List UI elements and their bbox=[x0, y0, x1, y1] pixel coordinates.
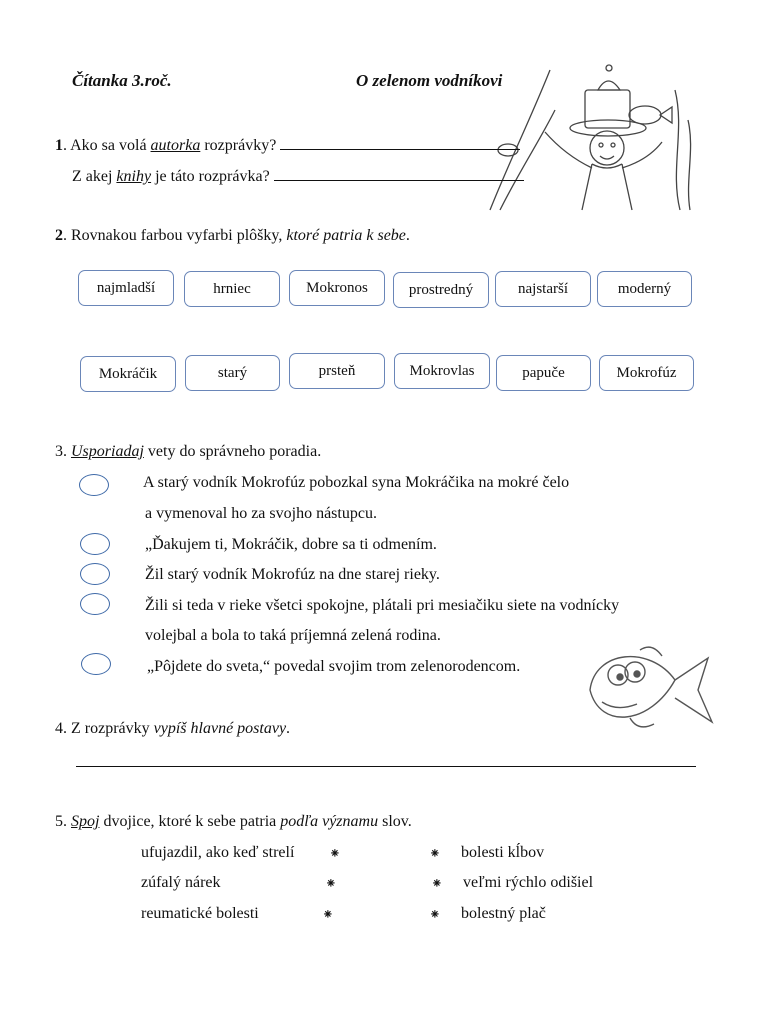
pair-right-item: bolesti kĺbov bbox=[461, 844, 545, 861]
sentence-line: volejbal a bola to taká príjemná zelená rodina. bbox=[145, 627, 441, 644]
word-box[interactable]: prsteň bbox=[289, 353, 385, 389]
word-box[interactable]: moderný bbox=[597, 271, 692, 307]
pair-left-item: ufujazdil, ako keď strelí bbox=[141, 844, 295, 861]
connect-dot-right[interactable]: ⁕ bbox=[429, 847, 441, 862]
connect-dot-right[interactable]: ⁕ bbox=[431, 877, 443, 892]
sentence-line: Žili si teda v rieke všetci spokojne, plátali pri mesiačiku siete na vodnícky bbox=[145, 597, 620, 614]
sentence-line: A starý vodník Mokrofúz pobozkal syna Mokráčika na mokré čelo bbox=[143, 474, 570, 491]
word-box[interactable]: prostredný bbox=[393, 272, 489, 308]
worksheet-left-title: Čítanka 3.roč. bbox=[72, 71, 172, 90]
connect-dot-left[interactable]: ⁕ bbox=[329, 847, 341, 862]
task1-question-2: Z akej knihy je táto rozprávka? bbox=[72, 166, 524, 186]
word-box[interactable]: Mokrovlas bbox=[394, 353, 490, 389]
sentence-line: „Pôjdete do sveta,“ povedal svojim trom zelenorodencom. bbox=[147, 658, 521, 675]
connect-dot-left[interactable]: ⁕ bbox=[325, 877, 337, 892]
word-box[interactable]: Mokráčik bbox=[80, 356, 176, 392]
task4-instruction: 4. Z rozprávky vypíš hlavné postavy. bbox=[55, 720, 291, 737]
word-box[interactable]: Mokrofúz bbox=[599, 355, 694, 391]
word-box[interactable]: Mokronos bbox=[289, 270, 385, 306]
connect-dot-right[interactable]: ⁕ bbox=[429, 908, 441, 923]
order-oval[interactable] bbox=[80, 593, 110, 615]
worksheet-right-title: O zelenom vodníkovi bbox=[356, 71, 503, 90]
sentence-line: Žil starý vodník Mokrofúz na dne starej rieky. bbox=[145, 566, 440, 583]
pair-right-item: bolestný plač bbox=[461, 905, 546, 922]
sentence-line: „Ďakujem ti, Mokráčik, dobre sa ti odmením. bbox=[145, 536, 437, 553]
order-oval[interactable] bbox=[81, 653, 111, 675]
task1-question-1: 1. Ako sa volá autorka rozprávky? bbox=[55, 135, 520, 155]
author-answer-line[interactable] bbox=[280, 135, 520, 150]
book-answer-line[interactable] bbox=[274, 166, 524, 181]
sentence-line: a vymenoval ho za svojho nástupcu. bbox=[145, 505, 377, 522]
order-oval[interactable] bbox=[80, 533, 110, 555]
fish-illustration bbox=[580, 640, 720, 740]
task5-instruction: 5. Spoj dvojice, ktoré k sebe patria podľa významu slov. bbox=[55, 813, 412, 830]
word-box[interactable]: papuče bbox=[496, 355, 591, 391]
word-box[interactable]: starý bbox=[185, 355, 280, 391]
task2-instruction: 2. Rovnakou farbou vyfarbi plôšky, ktoré patria k sebe. bbox=[55, 227, 410, 244]
task3-instruction: 3. Usporiadaj vety do správneho poradia. bbox=[55, 443, 322, 460]
order-oval[interactable] bbox=[79, 474, 109, 496]
pair-left-item: zúfalý nárek bbox=[141, 874, 221, 891]
water-goblin-illustration bbox=[470, 50, 700, 215]
word-box[interactable]: najmladší bbox=[78, 270, 174, 306]
word-box[interactable]: najstarší bbox=[495, 271, 591, 307]
connect-dot-left[interactable]: ⁕ bbox=[322, 908, 334, 923]
pair-left-item: reumatické bolesti bbox=[141, 905, 259, 922]
word-box[interactable]: hrniec bbox=[184, 271, 280, 307]
order-oval[interactable] bbox=[80, 563, 110, 585]
characters-answer-line[interactable] bbox=[76, 766, 696, 767]
pair-right-item: veľmi rýchlo odišiel bbox=[463, 874, 594, 891]
